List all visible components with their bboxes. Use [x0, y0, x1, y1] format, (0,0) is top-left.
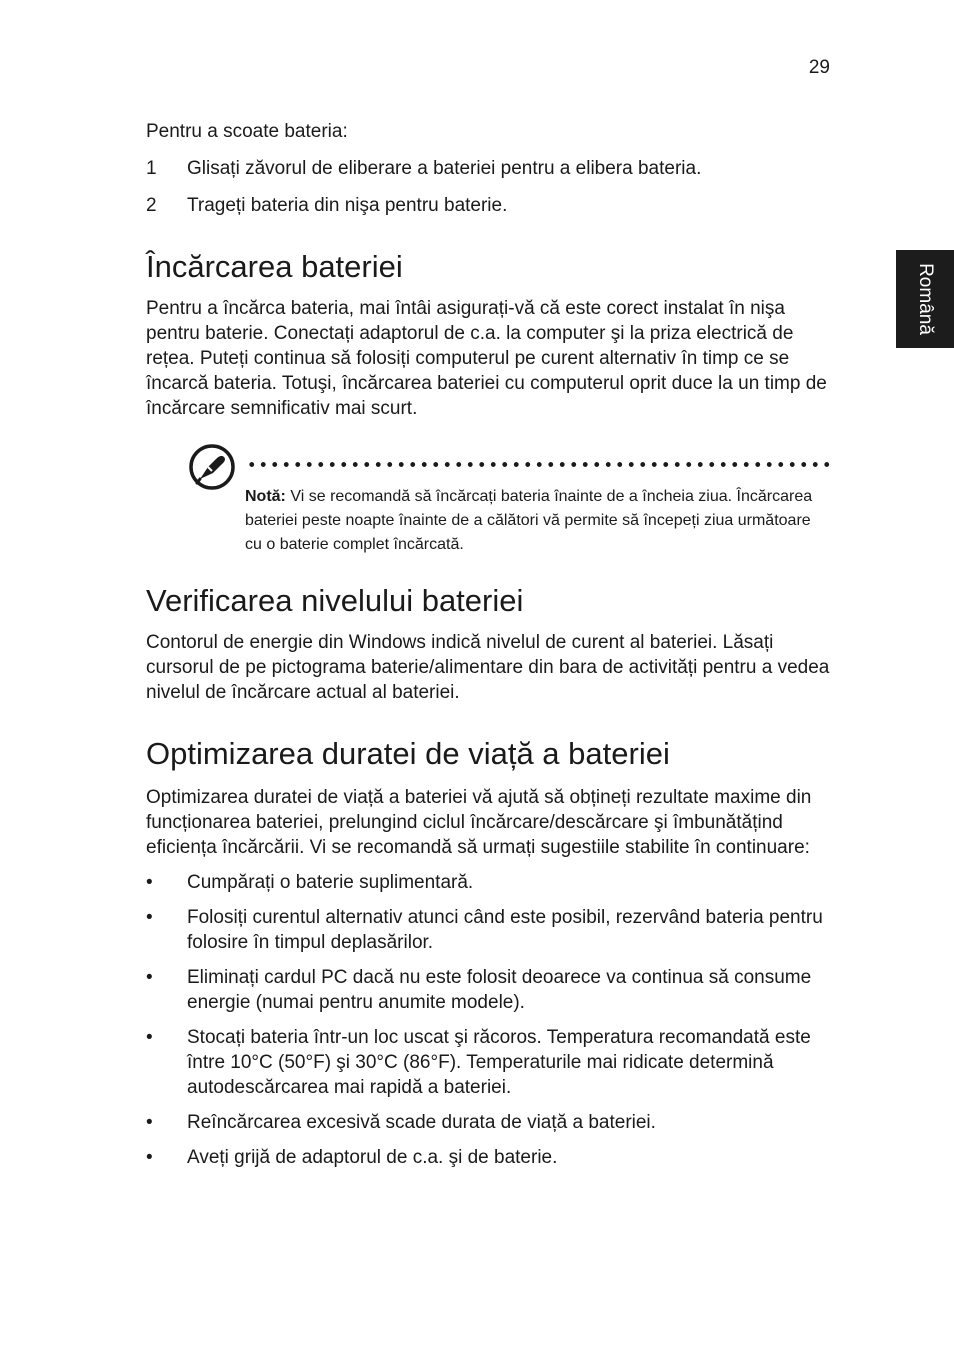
- note-body: Vi se recomandă să încărcați bateria înainte de a încheia ziua. Încărcarea bateriei peste noapte înainte de a călători vă permite să începeți ziua următoare cu o baterie complet încărcată.: [245, 488, 813, 553]
- tip-text: Eliminați cardul PC dacă nu este folosit deoarece va continua să consume energie (numai pentru anumite modele).: [187, 967, 812, 1013]
- note-icon: [188, 443, 236, 491]
- list-item: [146, 905, 830, 955]
- level-section: [146, 583, 830, 705]
- list-item: [146, 965, 830, 1015]
- tip-text: Aveți grijă de adaptorul de c.a. şi de baterie.: [187, 1147, 558, 1168]
- section-heading: Încărcarea bateriei: [146, 249, 403, 284]
- tip-text: Folosiți curentul alternativ atunci când este posibil, rezervând bateria pentru folosire în timpul deplasărilor.: [187, 907, 823, 953]
- bullet: •: [146, 967, 153, 988]
- tip-text: Stocați bateria într-un loc uscat şi răcoros. Temperatura recomandată este între 10°C (50°F) şi 30°C (86°F). Temperaturile mai ridicate determină autodescărcarea mai rapidă a bateriei.: [187, 1027, 811, 1098]
- bullet: •: [146, 1027, 153, 1048]
- note-dotted-rule: [246, 462, 830, 467]
- list-item: [146, 193, 830, 218]
- level-paragraph: Contorul de energie din Windows indică nivelul de curent al bateriei. Lăsați cursorul de pe pictograma baterie/alimentare din bara de activități pentru a vedea nivelul de încărcare actual al bateriei.: [146, 632, 830, 703]
- step-number: 1: [146, 158, 157, 179]
- tip-text: Reîncărcarea excesivă scade durata de viață a bateriei.: [187, 1112, 656, 1133]
- bullet: •: [146, 907, 153, 928]
- remove-intro: Pentru a scoate bateria:: [146, 121, 348, 142]
- step-number: 2: [146, 195, 157, 216]
- note-text: [245, 485, 820, 557]
- list-item: [146, 1025, 830, 1100]
- list-item: [146, 870, 830, 895]
- section-heading: Verificarea nivelului bateriei: [146, 583, 524, 618]
- list-item: [146, 156, 830, 181]
- note-label: Notă:: [245, 488, 286, 505]
- list-item: [146, 1110, 830, 1135]
- optimize-paragraph: Optimizarea duratei de viață a bateriei vă ajută să obțineți rezultate maxime din funcționarea bateriei, prelungind ciclul încărcare/descărcare şi îmbunătățind eficiența încărcării. Vi se recomandă să urmați sugestiile stabilite în continuare:: [146, 787, 812, 858]
- step-text: Glisați zăvorul de eliberare a bateriei pentru a elibera bateria.: [187, 158, 702, 179]
- step-text: Trageți bateria din nişa pentru baterie.: [187, 195, 508, 216]
- language-tab-label: Română: [915, 263, 936, 335]
- bullet: •: [146, 872, 153, 893]
- optimize-section: [146, 736, 830, 1170]
- language-tab: [896, 250, 954, 348]
- remove-battery-section: [146, 119, 830, 218]
- note-box: [146, 443, 830, 557]
- tip-text: Cumpărați o baterie suplimentară.: [187, 872, 474, 893]
- tips-list: [146, 870, 830, 1170]
- remove-steps: [146, 156, 830, 218]
- section-heading: Optimizarea duratei de viață a bateriei: [146, 736, 670, 771]
- list-item: [146, 1145, 830, 1170]
- charging-section: [146, 249, 830, 557]
- charging-paragraph: Pentru a încărca bateria, mai întâi asigurați-vă că este corect instalat în nişa pentru baterie. Conectați adaptorul de c.a. la computer şi la priza electrică de rețea. Puteți continua să folosiți computerul pe curent alternativ în timp ce se încarcă bateria. Totuşi, încărcarea bateriei cu computerul oprit duce la un timp de încărcare semnificativ mai scurt.: [146, 298, 827, 419]
- bullet: •: [146, 1147, 153, 1168]
- bullet: •: [146, 1112, 153, 1133]
- page-number: 29: [808, 57, 830, 78]
